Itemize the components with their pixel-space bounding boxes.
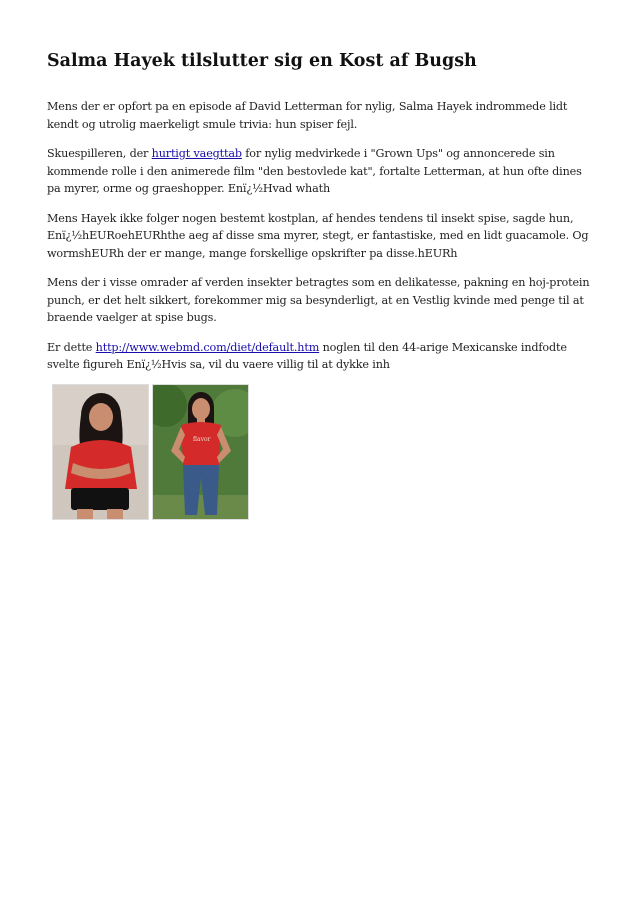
paragraph-4: Mens der i visse omrader af verden insekter betragtes som en delikatesse, pakning en hoj-protein punch, er det helt sikkert, forekommer mig sa besynderligt, at en Vestlig kvinde med penge til at braende vaelger at spise bugs. [47,276,590,324]
paragraph-2-start: Skuespilleren, der [47,147,152,160]
webmd-link[interactable]: http://www.webmd.com/diet/default.htm [95,340,320,354]
before-photo [52,384,149,520]
weight-loss-link[interactable]: hurtigt vaegttab [151,147,242,160]
paragraph-5-start: Er dette [47,340,96,354]
after-photo [152,384,249,520]
paragraph-2-end: for nylig medvirkede i "Grown Ups" og annoncerede sin kommende rolle i den animerede film "den bestovlede kat", fortalte Letterman, at hun ofte dines pa myrer, orme og graeshopper. Enï¿½Hvad whath [47,147,582,195]
svg-text:flavor: flavor [193,436,211,443]
paragraph-1: Mens der er opfort pa en episode af David Letterman for nylig, Salma Hayek indrommede lidt kendt og utrolig maerkeligt smule trivia: hun spiser fejl. [47,100,568,131]
paragraph-5 [47,339,597,374]
article [47,48,597,386]
paragraph-2 [47,145,597,198]
article-title: Salma Hayek tilslutter sig en Kost af Bugsh [47,51,477,71]
before-photo-image [53,385,148,519]
paragraph-3: Mens Hayek ikke folger nogen bestemt kostplan, af hendes tendens til insekt spise, sagde hun, Enï¿½hEURoehEURhthe aeg af disse sma myrer, stegt, er fantastiske, med en lidt guacamole. Og wormshEURh der er mange, mange forskellige opskrifter pa disse.hEURh [47,211,589,260]
after-photo-image [153,385,248,519]
paragraph-5-end: noglen til den 44-arige Mexicanske indfodte svelte figureh Enï¿½Hvis sa, vil du vaere villig til at dykke inh [47,340,567,371]
